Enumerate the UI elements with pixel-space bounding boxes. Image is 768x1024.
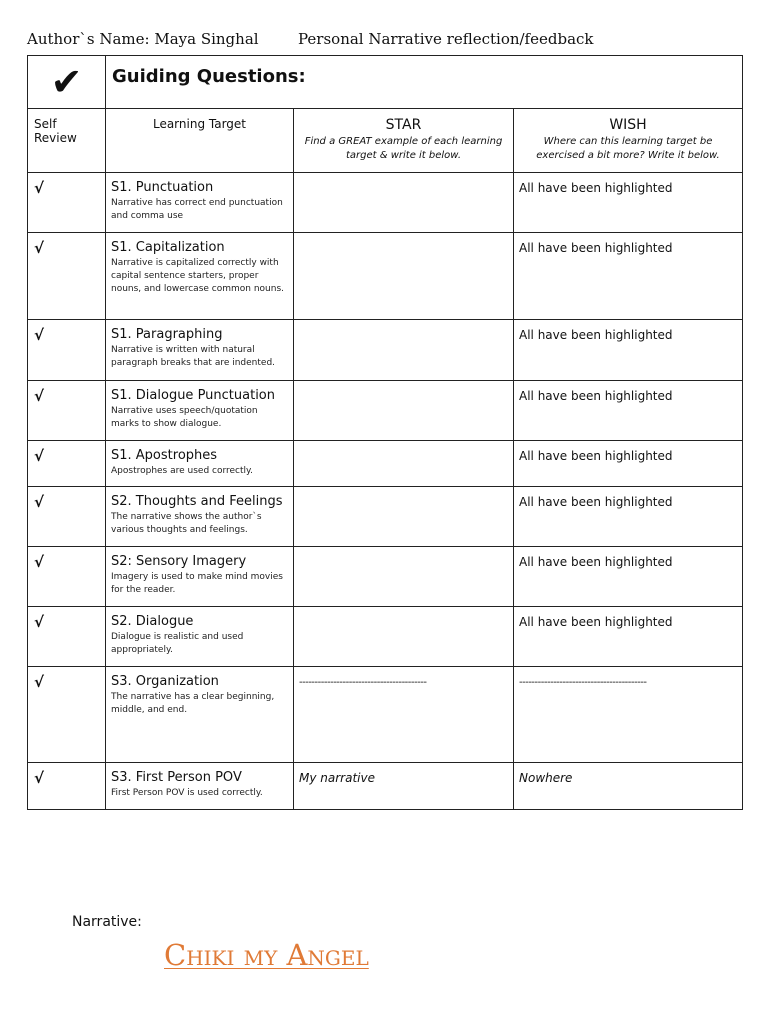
learning-target-cell <box>106 233 294 320</box>
self-review-header: Self Review <box>28 109 106 173</box>
learning-target-name: S1. Punctuation <box>111 180 214 195</box>
table-row <box>28 763 743 810</box>
self-review-check: √ <box>28 381 106 441</box>
learning-target-desc: Narrative uses speech/quotation marks to show dialogue. <box>111 406 258 430</box>
self-review-check: √ <box>28 547 106 607</box>
learning-target-name: S1. Paragraphing <box>111 327 223 342</box>
star-header-instructions: Find a GREAT example of each learning target & write it below. <box>304 136 503 161</box>
learning-target-cell <box>106 547 294 607</box>
star-header <box>294 109 514 173</box>
learning-target-desc: Narrative is written with natural paragraph breaks that are indented. <box>111 345 276 369</box>
learning-target-name: S2: Sensory Imagery <box>111 554 247 569</box>
self-review-check: √ <box>28 667 106 763</box>
self-review-check: √ <box>28 173 106 233</box>
self-review-check: √ <box>28 607 106 667</box>
table-row <box>28 607 743 667</box>
table-title-row <box>28 56 743 109</box>
learning-target-cell <box>106 441 294 487</box>
author-name: Author`s Name: Maya Singhal <box>27 30 259 48</box>
learning-target-cell <box>106 487 294 547</box>
star-cell <box>294 487 514 547</box>
table-row <box>28 547 743 607</box>
table-row <box>28 320 743 381</box>
learning-target-desc: The narrative shows the author`s various thoughts and feelings. <box>111 512 262 536</box>
star-cell <box>294 173 514 233</box>
learning-target-name: S1. Dialogue Punctuation <box>111 388 276 403</box>
feedback-table <box>27 55 743 810</box>
star-cell: My narrative <box>294 763 514 810</box>
wish-cell: All have been highlighted <box>514 233 743 320</box>
self-review-check: √ <box>28 233 106 320</box>
learning-target-desc: Narrative has correct end punctuation and comma use <box>111 198 283 222</box>
learning-target-desc: Narrative is capitalized correctly with capital sentence starters, proper nouns, and lowercase common nouns. <box>111 258 285 295</box>
learning-target-cell <box>106 381 294 441</box>
learning-target-cell <box>106 667 294 763</box>
learning-target-name: S3. Organization <box>111 674 219 689</box>
table-row <box>28 441 743 487</box>
wish-cell: All have been highlighted <box>514 547 743 607</box>
learning-target-name: S1. Capitalization <box>111 240 225 255</box>
wish-cell: All have been highlighted <box>514 320 743 381</box>
learning-target-name: S1. Apostrophes <box>111 448 218 463</box>
star-cell <box>294 233 514 320</box>
self-review-check: √ <box>28 441 106 487</box>
star-cell <box>294 441 514 487</box>
learning-target-desc: Dialogue is realistic and used appropriately. <box>111 632 244 656</box>
star-cell <box>294 320 514 381</box>
wish-cell: ----------------------------------------- <box>514 667 743 763</box>
table-row <box>28 381 743 441</box>
self-review-check: √ <box>28 320 106 381</box>
wish-header-title: WISH <box>609 117 647 133</box>
learning-target-cell <box>106 763 294 810</box>
learning-target-desc: First Person POV is used correctly. <box>111 788 263 798</box>
learning-target-name: S2. Dialogue <box>111 614 194 629</box>
wish-cell: All have been highlighted <box>514 441 743 487</box>
self-review-check: √ <box>28 763 106 810</box>
document-title: Personal Narrative reflection/feedback <box>298 30 594 48</box>
wish-header-instructions: Where can this learning target be exercised a bit more? Write it below. <box>536 136 720 161</box>
narrative-label: Narrative: <box>72 914 142 930</box>
wish-cell: All have been highlighted <box>514 607 743 667</box>
wish-header <box>514 109 743 173</box>
guiding-questions-heading: Guiding Questions: <box>106 56 743 109</box>
learning-target-cell <box>106 607 294 667</box>
wish-cell: Nowhere <box>514 763 743 810</box>
wish-cell: All have been highlighted <box>514 487 743 547</box>
wish-cell: All have been highlighted <box>514 173 743 233</box>
star-cell <box>294 547 514 607</box>
narrative-title-link[interactable]: Chiki my Angel <box>164 938 369 972</box>
learning-target-cell <box>106 320 294 381</box>
learning-target-desc: Apostrophes are used correctly. <box>111 466 253 476</box>
learning-target-name: S2. Thoughts and Feelings <box>111 494 283 509</box>
star-cell <box>294 607 514 667</box>
table-row <box>28 667 743 763</box>
learning-target-name: S3. First Person POV <box>111 770 242 785</box>
learning-target-desc: Imagery is used to make mind movies for the reader. <box>111 572 283 596</box>
table-row <box>28 233 743 320</box>
table-row <box>28 487 743 547</box>
star-header-title: STAR <box>385 117 422 133</box>
learning-target-desc: The narrative has a clear beginning, middle, and end. <box>111 692 275 716</box>
learning-target-header: Learning Target <box>106 109 294 173</box>
checkmark-icon: ✔ <box>50 60 83 104</box>
wish-cell: All have been highlighted <box>514 381 743 441</box>
table-row <box>28 173 743 233</box>
header-check-cell <box>28 56 106 109</box>
star-cell <box>294 381 514 441</box>
learning-target-cell <box>106 173 294 233</box>
star-cell: ----------------------------------------- <box>294 667 514 763</box>
self-review-check: √ <box>28 487 106 547</box>
column-header-row <box>28 109 743 173</box>
